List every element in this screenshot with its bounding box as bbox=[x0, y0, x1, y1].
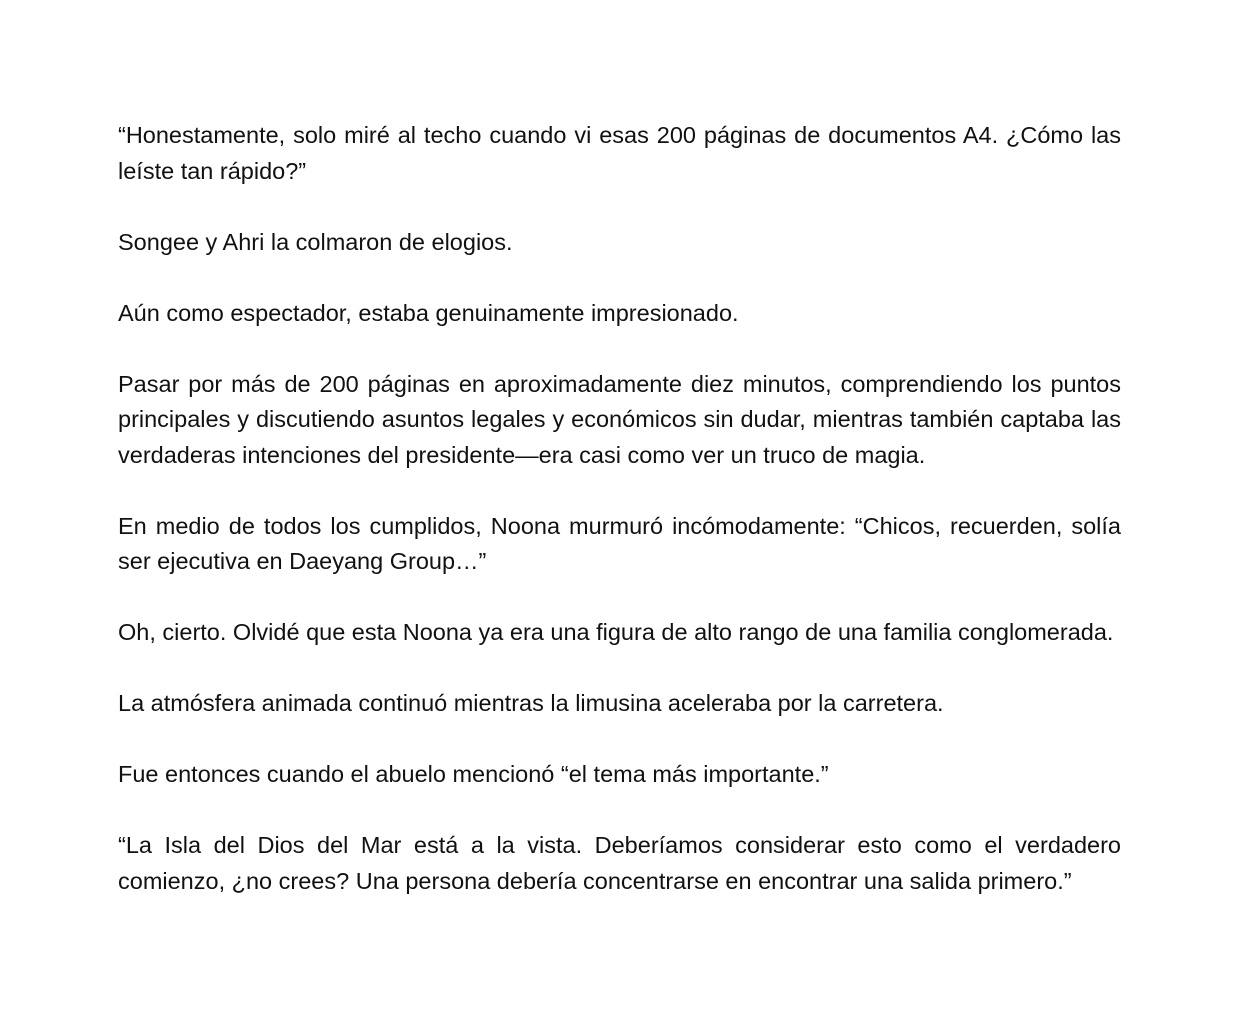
paragraph-1: “Honestamente, solo miré al techo cuando vi esas 200 páginas de documentos A4. ¿Cómo las leíste tan rápido?” bbox=[118, 122, 1121, 184]
paragraph-3: Aún como espectador, estaba genuinamente impresionado. bbox=[118, 299, 739, 326]
paragraph-8: Fue entonces cuando el abuelo mencionó “el tema más importante.” bbox=[118, 761, 829, 787]
paragraph-2: Songee y Ahri la colmaron de elogios. bbox=[118, 228, 513, 255]
paragraph-5: En medio de todos los cumplidos, Noona murmuró incómodamente: “Chicos, recuerden, solía ser ejecutiva en Daeyang Group…” bbox=[118, 512, 1121, 574]
document-body bbox=[118, 118, 1121, 899]
paragraph-7: La atmósfera animada continuó mientras la limusina aceleraba por la carretera. bbox=[118, 690, 944, 716]
paragraph-4: Pasar por más de 200 páginas en aproximadamente diez minutos, comprendiendo los puntos principales y discutiendo asuntos legales y económicos sin dudar, mientras también captaba las verdaderas intenciones del presidente—era casi como ver un truco de magia. bbox=[118, 370, 1121, 468]
paragraph-9: “La Isla del Dios del Mar está a la vista. Deberíamos considerar esto como el verdadero comienzo, ¿no crees? Una persona debería concentrarse en encontrar una salida primero.” bbox=[118, 832, 1121, 894]
paragraph-6: Oh, cierto. Olvidé que esta Noona ya era una figura de alto rango de una familia conglomerada. bbox=[118, 619, 1114, 645]
